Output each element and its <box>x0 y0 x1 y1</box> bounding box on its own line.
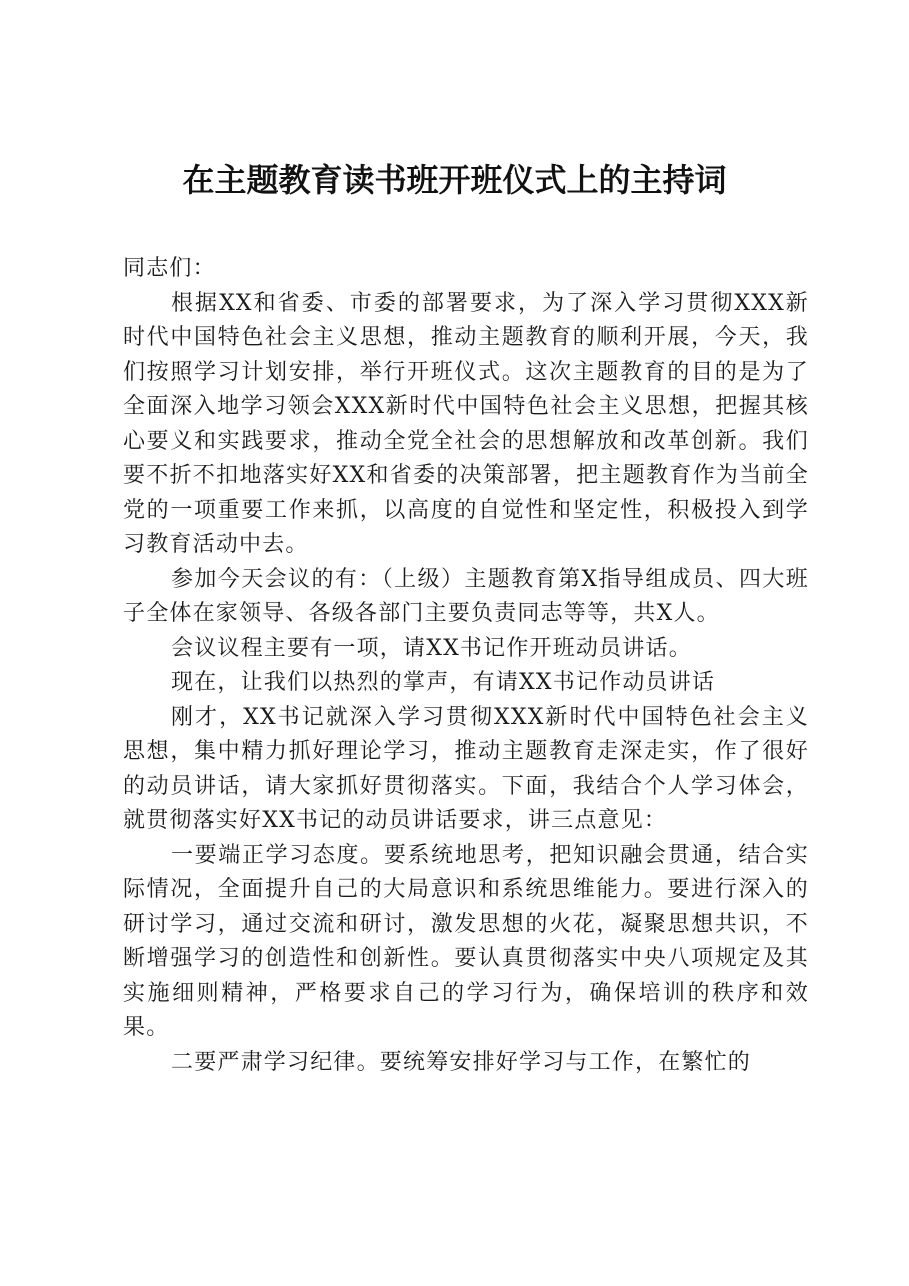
paragraph: 刚才，XX书记就深入学习贯彻XXX新时代中国特色社会主义思想，集中精力抓好理论学习，推动主题教育走深走实，作了很好的动员讲话，请大家抓好贯彻落实。下面，我结合个人学习体会，就贯彻落实好XX书记的动员讲话要求，讲三点意见： <box>123 704 809 833</box>
paragraph: 一要端正学习态度。要系统地思考，把知识融会贯通，结合实际情况，全面提升自己的大局意识和系统思维能力。要进行深入的研讨学习，通过交流和研讨，激发思想的火花，凝聚思想共识，不断增强学习的创造性和创新性。要认真贯彻落实中央八项规定及其实施细则精神，严格要求自己的学习行为，确保培训的秩序和效果。 <box>123 842 809 1040</box>
document-title: 在主题教育读书班开班仪式上的主持词 <box>182 161 727 199</box>
paragraph: 参加今天会议的有：（上级）主题教育第X指导组成员、四大班子全体在家领导、各级各部门主要负责同志等等，共X人。 <box>123 566 809 626</box>
paragraph: 二要严肃学习纪律。要统筹安排好学习与工作，在繁忙的 <box>171 1049 752 1075</box>
paragraph: 会议议程主要有一项，请XX书记作开班动员讲话。 <box>171 635 692 661</box>
document-body <box>123 252 809 1080</box>
salutation: 同志们： <box>123 256 216 281</box>
paragraph: 根据XX和省委、市委的部署要求，为了深入学习贯彻XXX新时代中国特色社会主义思想，推动主题教育的顺利开展，今天，我们按照学习计划安排，举行开班仪式。这次主题教育的目的是为了全面深入地学习领会XXX新时代中国特色社会主义思想，把握其核心要义和实践要求，推动全党全社会的思想解放和改革创新。我们要不折不扣地落实好XX和省委的决策部署，把主题教育作为当前全党的一项重要工作来抓，以高度的自觉性和坚定性，积极投入到学习教育活动中去。 <box>123 290 809 557</box>
paragraph: 现在，让我们以热烈的掌声，有请XX书记作动员讲话 <box>171 670 716 695</box>
